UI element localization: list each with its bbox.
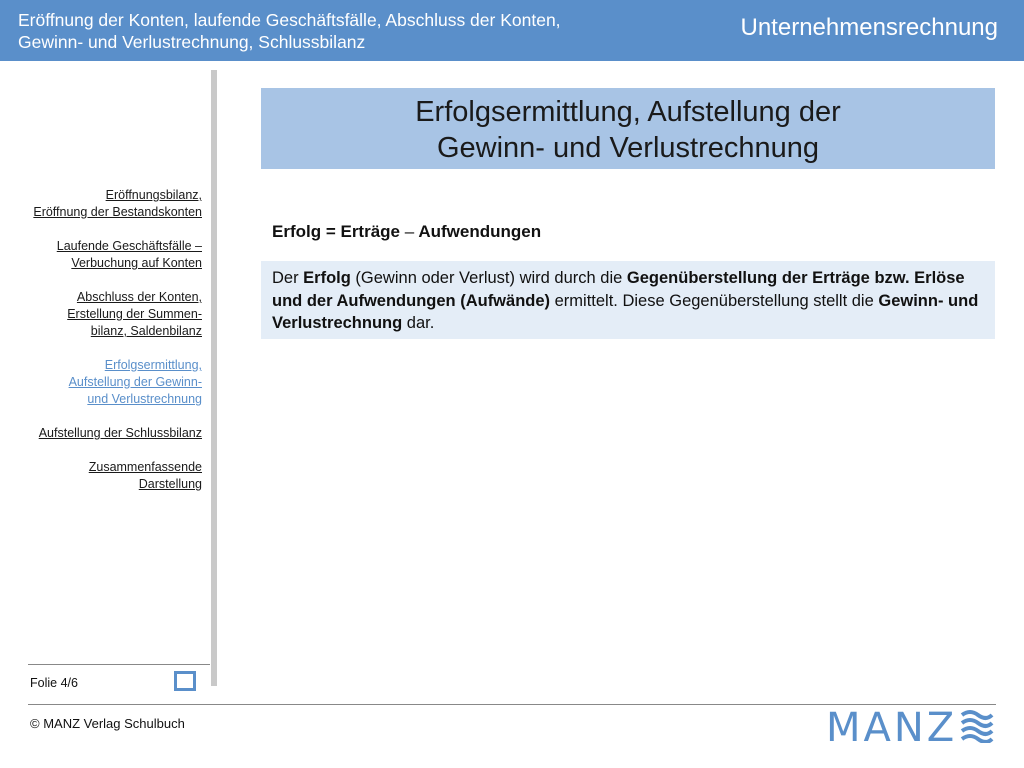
sidebar-nav xyxy=(6,187,202,510)
nav-item-label: Eröffnungsbilanz, xyxy=(105,188,202,202)
nav-item-abschluss-der-konten[interactable] xyxy=(6,289,202,340)
formula xyxy=(272,222,541,242)
page-title-line1: Erfolgsermittlung, Aufstellung der xyxy=(415,96,841,128)
copyright: © MANZ Verlag Schulbuch xyxy=(30,716,185,731)
logo-wave-icon xyxy=(960,709,994,743)
nav-item-label: und Verlustrechnung xyxy=(87,392,202,406)
nav-item-label: Erstellung der Summen- xyxy=(67,307,202,321)
nav-item-eroeffnungsbilanz[interactable] xyxy=(6,187,202,221)
manz-logo xyxy=(826,705,996,751)
app-title: Unternehmensrechnung xyxy=(740,14,998,41)
nav-item-label: Aufstellung der Schlussbilanz xyxy=(38,426,202,440)
footer-divider xyxy=(28,664,210,665)
info-text-part: dar. xyxy=(402,314,435,332)
sidebar-divider xyxy=(211,70,217,686)
header-subtitle-line2: Gewinn- und Verlustrechnung, Schlussbilanz xyxy=(18,32,366,52)
nav-item-label: Abschluss der Konten, xyxy=(76,290,202,304)
formula-left: Erfolg = Erträge xyxy=(272,222,401,241)
info-text-part: (Gewinn oder Verlust) wird durch die xyxy=(350,269,627,287)
nav-item-label: Darstellung xyxy=(138,477,202,491)
nav-item-label: Zusammenfassende xyxy=(88,460,202,474)
info-bold-gegenueberstellung: Gegenüberstellung der Erträge bzw. Erlöse und der Aufwendungen (Aufwände) xyxy=(272,269,965,310)
nav-item-laufende-geschaeftsfaelle[interactable] xyxy=(6,238,202,272)
slide-number: Folie 4/6 xyxy=(30,676,78,690)
nav-item-label: Laufende Geschäftsfälle – xyxy=(56,239,202,253)
info-text xyxy=(261,261,995,335)
nav-item-erfolgsermittlung[interactable] xyxy=(6,357,202,408)
info-bold-guv: Gewinn- und Verlustrechnung xyxy=(272,291,979,332)
nav-item-label: Verbuchung auf Konten xyxy=(71,256,202,270)
nav-item-zusammenfassende-darstellung[interactable] xyxy=(6,459,202,493)
nav-item-schlussbilanz[interactable] xyxy=(6,425,202,442)
nav-item-label: Aufstellung der Gewinn- xyxy=(68,375,202,389)
nav-item-label: Erfolgsermittlung, xyxy=(104,358,202,372)
info-text-part: ermittelt. Diese Gegenüberstellung stellt die xyxy=(550,291,879,310)
info-bold-erfolg: Erfolg xyxy=(303,269,351,287)
logo-text: MANZ xyxy=(826,705,958,751)
nav-item-label: bilanz, Saldenbilanz xyxy=(90,324,202,338)
slide-nav-button[interactable] xyxy=(174,671,196,691)
header-bar xyxy=(0,0,1024,61)
nav-item-label: Eröffnung der Bestandskonten xyxy=(33,205,202,219)
page-title-line2: Gewinn- und Verlustrechnung xyxy=(436,132,820,164)
header-subtitle-line1: Eröffnung der Konten, laufende Geschäftsfälle, Abschluss der Konten, xyxy=(18,10,561,30)
info-text-part: Der xyxy=(272,269,304,287)
info-box xyxy=(261,261,995,339)
header-subtitle xyxy=(18,9,561,53)
page-title xyxy=(261,88,995,169)
formula-right: Aufwendungen xyxy=(418,222,542,241)
formula-minus: – xyxy=(404,222,415,241)
